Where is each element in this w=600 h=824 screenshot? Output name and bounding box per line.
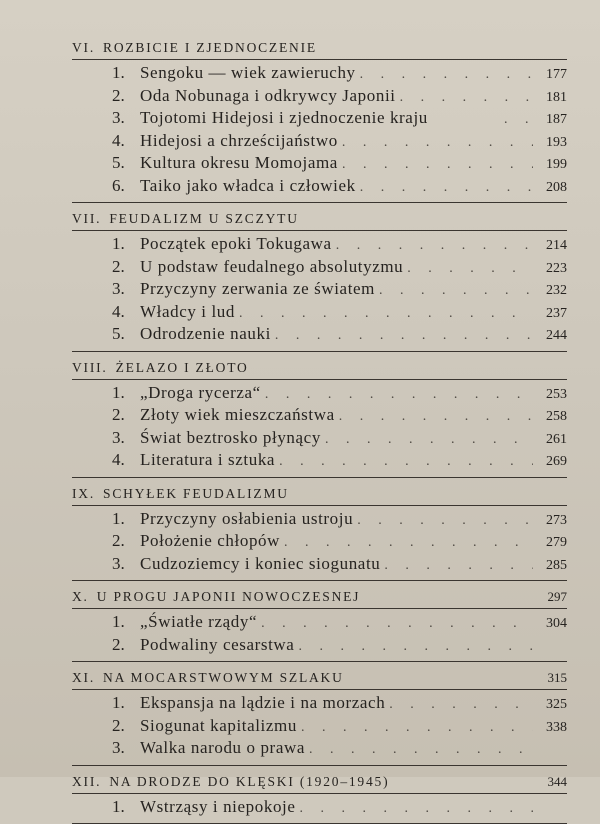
chapter-page-number: 344	[548, 774, 568, 790]
chapter-number: XI.	[72, 670, 95, 686]
chapter-heading	[72, 40, 567, 60]
entry-page-number: 304	[537, 614, 567, 635]
toc-entry	[72, 279, 567, 302]
entry-title: „Droga rycerza“	[140, 383, 261, 404]
toc-entry	[72, 612, 567, 635]
entry-title: Złoty wiek mieszczaństwa	[140, 405, 335, 426]
entry-page-number: 208	[537, 178, 567, 199]
dot-leader	[357, 511, 533, 532]
entry-title: Odrodzenie nauki	[140, 324, 271, 345]
entry-title: Literatura i sztuka	[140, 450, 275, 471]
entry-number: 4.	[112, 450, 140, 471]
chapter-number: VII.	[72, 211, 101, 227]
chapter-number: VIII.	[72, 360, 108, 376]
dot-leader	[309, 740, 533, 761]
chapter-section	[72, 670, 567, 766]
entry-number: 2.	[112, 86, 140, 107]
entry-page-number: 273	[537, 511, 567, 532]
toc-entry	[72, 531, 567, 554]
dot-leader	[379, 281, 533, 302]
dot-leader	[336, 236, 533, 257]
chapter-heading	[72, 670, 567, 690]
entry-number: 1.	[112, 383, 140, 404]
dot-leader	[275, 326, 533, 347]
entry-title: Oda Nobunaga i odkrywcy Japonii	[140, 86, 396, 107]
chapter-title: SCHYŁEK FEUDALIZMU	[103, 486, 561, 502]
toc-entry	[72, 693, 567, 716]
toc-entry	[72, 108, 567, 131]
entry-title: Początek epoki Tokugawa	[140, 234, 332, 255]
chapter-heading	[72, 486, 567, 506]
entry-number: 5.	[112, 324, 140, 345]
dot-leader	[239, 304, 533, 325]
entry-number: 1.	[112, 612, 140, 633]
toc-entry	[72, 509, 567, 532]
entry-number: 2.	[112, 716, 140, 737]
chapter-title: NA DRODZE DO KLĘSKI (1920–1945)	[109, 774, 541, 790]
chapter-heading	[72, 360, 567, 380]
entry-number: 2.	[112, 635, 140, 656]
chapter-title: FEUDALIZM U SZCZYTU	[109, 211, 561, 227]
chapter-title: ROZBICIE I ZJEDNOCZENIE	[103, 40, 561, 56]
toc-entry	[72, 324, 567, 347]
entry-number: 6.	[112, 176, 140, 197]
chapter-title: ŻELAZO I ZŁOTO	[116, 360, 561, 376]
toc-entry	[72, 302, 567, 325]
toc-entry	[72, 383, 567, 406]
entry-page-number: 177	[537, 65, 567, 86]
dot-leader	[342, 133, 533, 154]
dot-leader	[360, 65, 533, 86]
toc-entry	[72, 153, 567, 176]
dot-leader	[261, 614, 533, 635]
entry-number: 1.	[112, 509, 140, 530]
chapter-section	[72, 774, 567, 824]
toc-entry	[72, 405, 567, 428]
chapter-page-number: 297	[548, 589, 568, 605]
entry-title: Świat beztrosko płynący	[140, 428, 321, 449]
entry-page-number: 244	[537, 326, 567, 347]
entry-title: Położenie chłopów	[140, 531, 280, 552]
entry-title: U podstaw feudalnego absolutyzmu	[140, 257, 403, 278]
chapter-heading	[72, 211, 567, 231]
entry-page-number: 237	[537, 304, 567, 325]
chapter-number: X.	[72, 589, 89, 605]
entry-page-number: 253	[537, 385, 567, 406]
dot-leader	[407, 259, 533, 280]
dot-leader	[284, 533, 533, 554]
entry-page-number: 181	[537, 88, 567, 109]
entry-page-number: 199	[537, 155, 567, 176]
toc-entry	[72, 176, 567, 199]
entry-page-number: 261	[537, 430, 567, 451]
chapter-number: VI.	[72, 40, 95, 56]
toc-entry	[72, 738, 567, 761]
toc-entry	[72, 716, 567, 739]
dot-leader	[384, 556, 533, 577]
entry-number: 2.	[112, 405, 140, 426]
chapter-section	[72, 486, 567, 582]
entry-page-number: 279	[537, 533, 567, 554]
entry-number: 5.	[112, 153, 140, 174]
chapter-heading	[72, 589, 567, 609]
chapter-title: NA MOCARSTWOWYM SZLAKU	[103, 670, 541, 686]
entry-number: 1.	[112, 63, 140, 84]
entry-number: 1.	[112, 693, 140, 714]
entry-title: Przyczyny osłabienia ustroju	[140, 509, 353, 530]
table-of-contents	[72, 40, 567, 824]
entry-page-number: 325	[537, 695, 567, 716]
dot-leader	[325, 430, 533, 451]
dot-leader	[301, 718, 533, 739]
entry-title: Podwaliny cesarstwa	[140, 635, 294, 656]
toc-entry	[72, 450, 567, 473]
toc-entry	[72, 635, 567, 658]
chapter-section	[72, 40, 567, 203]
dot-leader	[342, 155, 533, 176]
entry-title: Walka narodu o prawa	[140, 738, 305, 759]
entry-title: Sengoku — wiek zawieruchy	[140, 63, 356, 84]
toc-entry	[72, 63, 567, 86]
toc-entry	[72, 131, 567, 154]
dot-leader	[298, 637, 533, 658]
entry-title: Hidejosi a chrześcijaństwo	[140, 131, 338, 152]
chapter-page-number: 315	[548, 670, 568, 686]
entry-page-number: 285	[537, 556, 567, 577]
chapter-section	[72, 211, 567, 352]
toc-entry	[72, 234, 567, 257]
chapter-title: U PROGU JAPONII NOWOCZESNEJ	[97, 589, 542, 605]
entry-number: 1.	[112, 797, 140, 818]
toc-entry	[72, 428, 567, 451]
entry-number: 3.	[112, 279, 140, 300]
entry-number: 3.	[112, 108, 140, 129]
entry-page-number: 223	[537, 259, 567, 280]
entry-page-number: 338	[537, 718, 567, 739]
dot-leader	[504, 110, 533, 131]
entry-title: Siogunat kapitalizmu	[140, 716, 297, 737]
chapter-section	[72, 589, 567, 662]
entry-number: 3.	[112, 738, 140, 759]
entry-number: 3.	[112, 554, 140, 575]
toc-entry	[72, 797, 567, 820]
entry-title: Tojotomi Hidejosi i zjednoczenie kraju	[140, 108, 500, 129]
toc-entry	[72, 86, 567, 109]
entry-page-number: 214	[537, 236, 567, 257]
entry-title: Kultura okresu Momojama	[140, 153, 338, 174]
entry-title: Cudzoziemcy i koniec siogunatu	[140, 554, 380, 575]
entry-page-number: 187	[537, 110, 567, 131]
entry-title: Taiko jako władca i człowiek	[140, 176, 356, 197]
entry-number: 3.	[112, 428, 140, 449]
entry-number: 2.	[112, 531, 140, 552]
entry-title: Wstrząsy i niepokoje	[140, 797, 296, 818]
entry-number: 2.	[112, 257, 140, 278]
chapter-number: IX.	[72, 486, 95, 502]
toc-entry	[72, 554, 567, 577]
dot-leader	[265, 385, 533, 406]
chapter-section	[72, 360, 567, 478]
entry-page-number: 193	[537, 133, 567, 154]
entry-title: „Światłe rządy“	[140, 612, 257, 633]
entry-page-number: 258	[537, 407, 567, 428]
entry-page-number: 232	[537, 281, 567, 302]
entry-title: Przyczyny zerwania ze światem	[140, 279, 375, 300]
entry-number: 4.	[112, 302, 140, 323]
dot-leader	[300, 799, 533, 820]
entry-number: 4.	[112, 131, 140, 152]
entry-number: 1.	[112, 234, 140, 255]
entry-title: Ekspansja na lądzie i na morzach	[140, 693, 385, 714]
dot-leader	[389, 695, 533, 716]
dot-leader	[360, 178, 533, 199]
toc-entry	[72, 257, 567, 280]
dot-leader	[400, 88, 533, 109]
dot-leader	[339, 407, 533, 428]
dot-leader	[279, 452, 533, 473]
entry-page-number: 269	[537, 452, 567, 473]
chapter-number: XII.	[72, 774, 101, 790]
entry-title: Władcy i lud	[140, 302, 235, 323]
